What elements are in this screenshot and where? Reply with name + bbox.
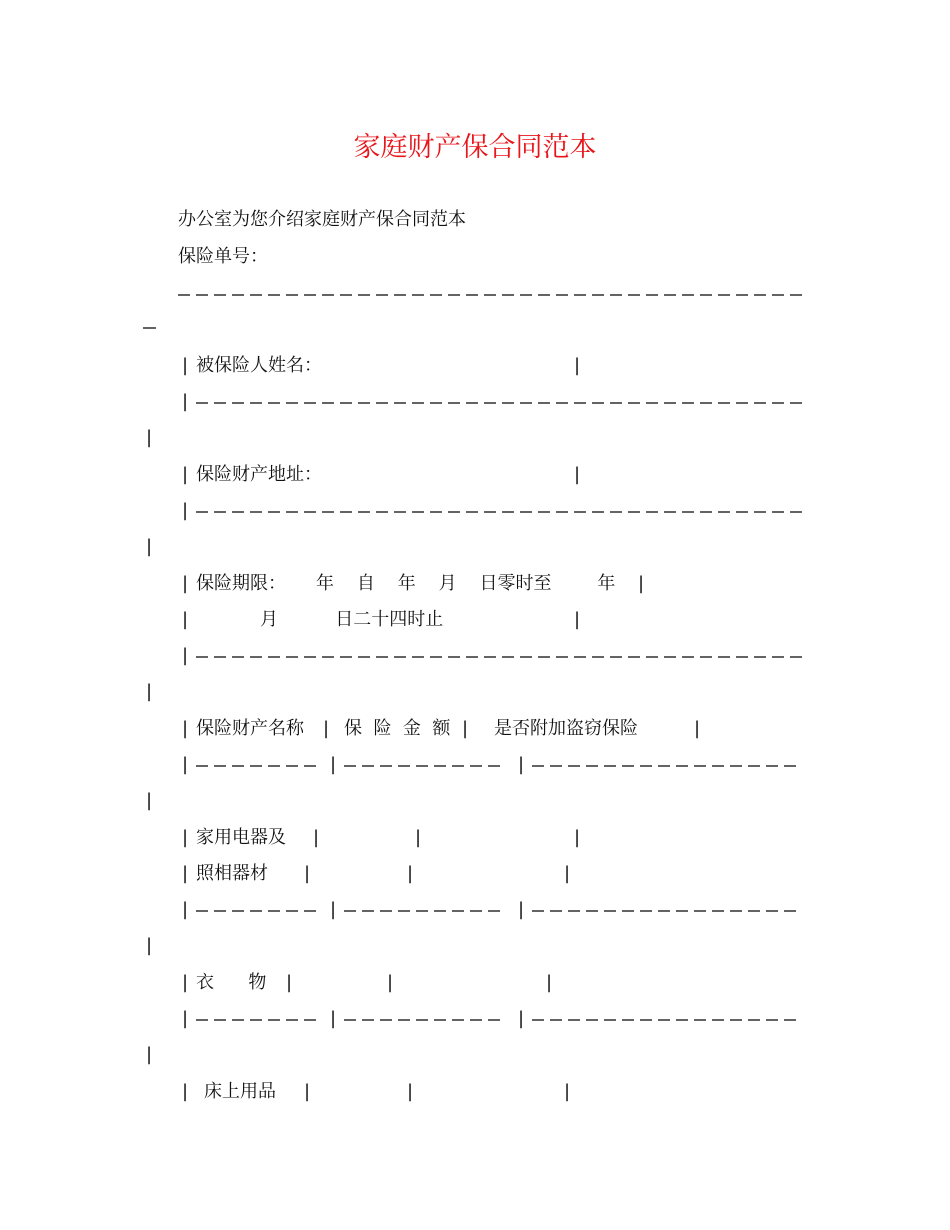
table-row: | 家用电器及 | | | (182, 827, 581, 848)
item-appliances-line-2: 照相器材 (196, 863, 268, 884)
policy-number-label: 保险单号： (178, 246, 268, 267)
insured-name-row (0, 354, 950, 378)
column-header-theft: 是否附加盗窃保险 (494, 718, 638, 739)
separator-rule: | (182, 645, 189, 666)
property-address-label: 保险财产地址： (196, 464, 322, 485)
column-rule: | | | (182, 899, 525, 920)
wrap-dash (0, 315, 950, 339)
table-top-rule (0, 282, 950, 306)
column-rule: | | | (182, 1008, 525, 1029)
period-label: 保险期限： (196, 573, 286, 594)
item-bedding: 床上用品 (204, 1081, 276, 1102)
document-page: 家庭财产保合同范本 办公室为您介绍家庭财产保合同范本 保险单号： | 被保险人姓名： | | | | 保险财产地址： | | | | 保险期限： 年 自 年 月 日零时至 年 | | 月 日二十四时止 | | | | 保险财产名称 | 保 险 金 额 | 是否附加盗窃保险 | | | | | | 家用电器及 | | | | 照相器材 | | | | | | | | 衣 物 | | | | | | | | 床上用品 | | | (0, 0, 950, 1230)
column-rule: | | | (182, 754, 525, 775)
table-row: | 衣 物 | | | (182, 972, 553, 993)
column-header-amount: 保 险 金 额 (344, 718, 451, 739)
insured-name-label: 被保险人姓名： (196, 355, 322, 376)
period-line-1: 年 自 年 月 日零时至 年 (316, 573, 616, 594)
period-line-2: 月 日二十四时止 (260, 609, 444, 630)
separator-rule: | (182, 391, 189, 412)
item-appliances-line-1: 家用电器及 (196, 827, 286, 848)
table-row: | 床上用品 | | | (182, 1081, 571, 1102)
pipe: | (574, 355, 581, 376)
dash-rule (0, 282, 950, 306)
table-header-row: | 保险财产名称 | 保 险 金 额 | 是否附加盗窃保险 | (182, 718, 701, 739)
pipe: | (146, 427, 153, 448)
table-row: | 照相器材 | | | (182, 863, 571, 884)
column-header-name: 保险财产名称 (196, 718, 304, 739)
separator-rule: | (182, 500, 189, 521)
document-title: 家庭财产保合同范本 (353, 132, 597, 163)
pipe: | (182, 355, 189, 376)
insurance-period-row: | 保险期限： 年 自 年 月 日零时至 年 | (182, 573, 645, 594)
property-address-row: | 保险财产地址： | (182, 464, 581, 485)
insurance-period-row-2: | 月 日二十四时止 | (182, 609, 581, 630)
item-clothes: 衣 物 (196, 972, 267, 993)
intro-text: 办公室为您介绍家庭财产保合同范本 (178, 209, 466, 230)
